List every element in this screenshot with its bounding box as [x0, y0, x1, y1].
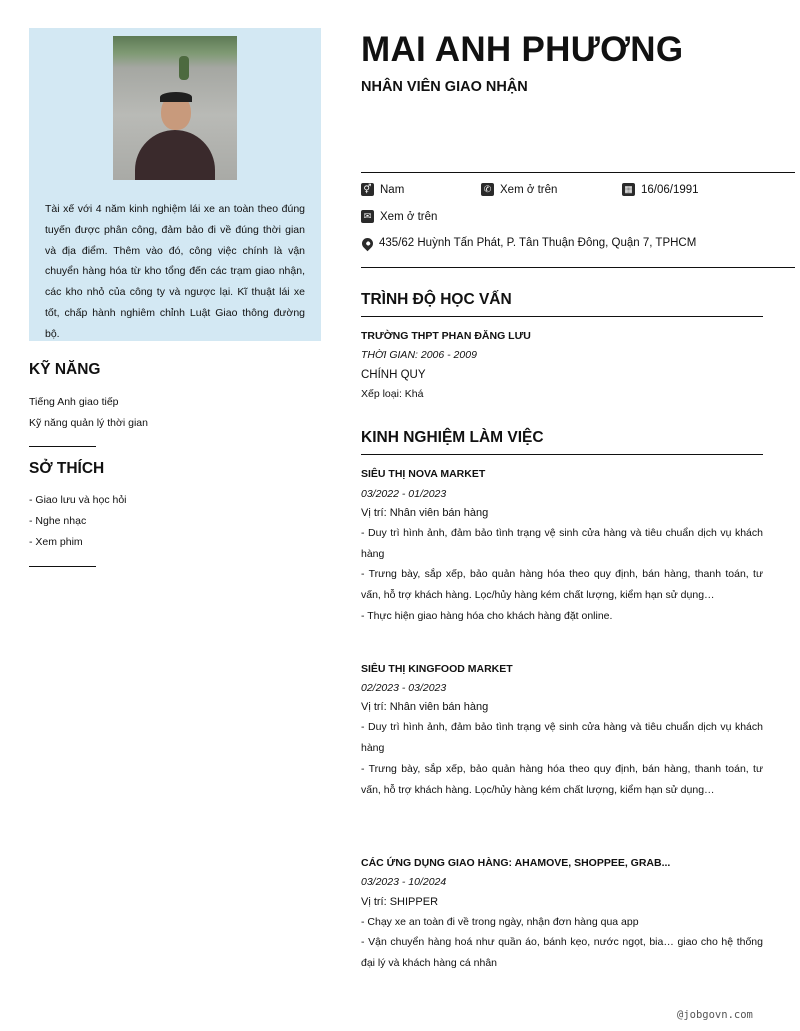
candidate-name: MAI ANH PHƯƠNG	[361, 30, 684, 69]
education-period: THỜI GIAN: 2006 - 2009	[361, 349, 477, 361]
education-heading: TRÌNH ĐỘ HỌC VẤN	[361, 291, 512, 308]
source-watermark: @jobgovn.com	[677, 1009, 753, 1021]
phone-icon: ✆	[481, 183, 494, 196]
hobbies-divider	[29, 566, 96, 567]
job-duty: - Duy trì hình ảnh, đảm bảo tình trạng vệ sinh cửa hàng và tiêu chuẩn dịch vụ khách hàng	[361, 527, 763, 560]
job-position: Vị trí: SHIPPER	[361, 896, 439, 908]
skills-heading: KỸ NĂNG	[29, 361, 101, 378]
contact-birthday	[622, 183, 699, 196]
job-duty: - Chạy xe an toàn đi về trong ngày, nhận đơn hàng qua app	[361, 916, 639, 928]
contact-top-rule	[361, 172, 795, 173]
job-position: Vị trí: Nhân viên bán hàng	[361, 701, 489, 713]
job-position: Vị trí: Nhân viên bán hàng	[361, 507, 489, 519]
job-title: NHÂN VIÊN GIAO NHẬN	[361, 79, 528, 95]
school-name: TRƯỜNG THPT PHAN ĐĂNG LƯU	[361, 330, 531, 342]
contact-address	[361, 237, 696, 249]
contact-gender	[361, 183, 404, 196]
hobby-item: - Xem phim	[29, 536, 83, 548]
profile-photo	[113, 36, 237, 180]
birthday-value: 16/06/1991	[641, 183, 699, 196]
hobby-item: - Nghe nhạc	[29, 515, 87, 527]
contact-bottom-rule	[361, 267, 795, 268]
job-duty: - Vận chuyển hàng hoá như quần áo, bánh kẹo, nước ngọt, bia… giao cho hệ thống đại lý và khách hàng cá nhân	[361, 936, 763, 969]
gender-value: Nam	[380, 183, 405, 196]
job-duty: - Trưng bày, sắp xếp, bảo quản hàng hóa theo quy định, bán hàng, thanh toán, tư vấn, hỗ trợ khách hàng. Lọc/hủy hàng kém chất lượng, kiểm hạn sử dụng…	[361, 568, 763, 601]
map-pin-icon	[360, 235, 376, 251]
skill-item: Kỹ năng quản lý thời gian	[29, 417, 148, 429]
education-rule	[361, 316, 763, 317]
phone-value: Xem ở trên	[500, 183, 558, 196]
contact-email	[361, 210, 437, 223]
address-value: 435/62 Huỳnh Tấn Phát, P. Tân Thuận Đông, Quận 7, TPHCM	[379, 237, 697, 249]
education-grade: Xếp loại: Khá	[361, 388, 424, 400]
job-period: 02/2023 - 03/2023	[361, 682, 447, 694]
gender-icon: ⚥	[361, 183, 374, 196]
skills-list	[29, 392, 148, 434]
hobbies-list	[29, 490, 127, 553]
skill-item: Tiếng Anh giao tiếp	[29, 396, 119, 408]
job-duty: - Thực hiện giao hàng hóa cho khách hàng đặt online.	[361, 610, 613, 622]
job-duty: - Duy trì hình ảnh, đảm bảo tình trạng vệ sinh cửa hàng và tiêu chuẩn dịch vụ khách hàng	[361, 721, 763, 754]
envelope-icon: ✉	[361, 210, 374, 223]
experience-heading: KINH NGHIỆM LÀM VIỆC	[361, 429, 544, 446]
hobbies-heading: SỞ THÍCH	[29, 460, 105, 477]
education-mode: CHÍNH QUY	[361, 369, 426, 381]
hobby-item: - Giao lưu và học hỏi	[29, 494, 127, 506]
job-duty: - Trưng bày, sắp xếp, bảo quản hàng hóa theo quy định, bán hàng, thanh toán, tư vấn, hỗ trợ khách hàng. Lọc/hủy hàng kém chất lượng, kiểm hạn sử dụng…	[361, 763, 763, 796]
profile-summary-box	[29, 28, 321, 341]
job-company: SIÊU THỊ NOVA MARKET	[361, 468, 486, 480]
job-company: SIÊU THỊ KINGFOOD MARKET	[361, 663, 513, 675]
skills-divider	[29, 446, 96, 447]
contact-phone	[481, 183, 557, 196]
job-period: 03/2022 - 01/2023	[361, 488, 447, 500]
experience-rule	[361, 454, 763, 455]
job-company: CÁC ỨNG DỤNG GIAO HÀNG: AHAMOVE, SHOPPEE, GRAB...	[361, 857, 671, 869]
email-value: Xem ở trên	[380, 210, 438, 223]
calendar-icon: ▦	[622, 183, 635, 196]
job-period: 03/2023 - 10/2024	[361, 876, 447, 888]
profile-summary: Tài xế với 4 năm kinh nghiệm lái xe an toàn theo đúng tuyến được phân công, đảm bảo đi về đúng thời gian và địa điểm. Thêm vào đó, công việc chính là vận chuyển hàng hóa từ kho tổng đến các trạm giao nhận, các kho nhỏ của công ty và ngược lại. Kĩ thuật lái xe tốt, chấp hành nghiêm chỉnh Luật Giao thông đường bộ.	[45, 203, 305, 340]
